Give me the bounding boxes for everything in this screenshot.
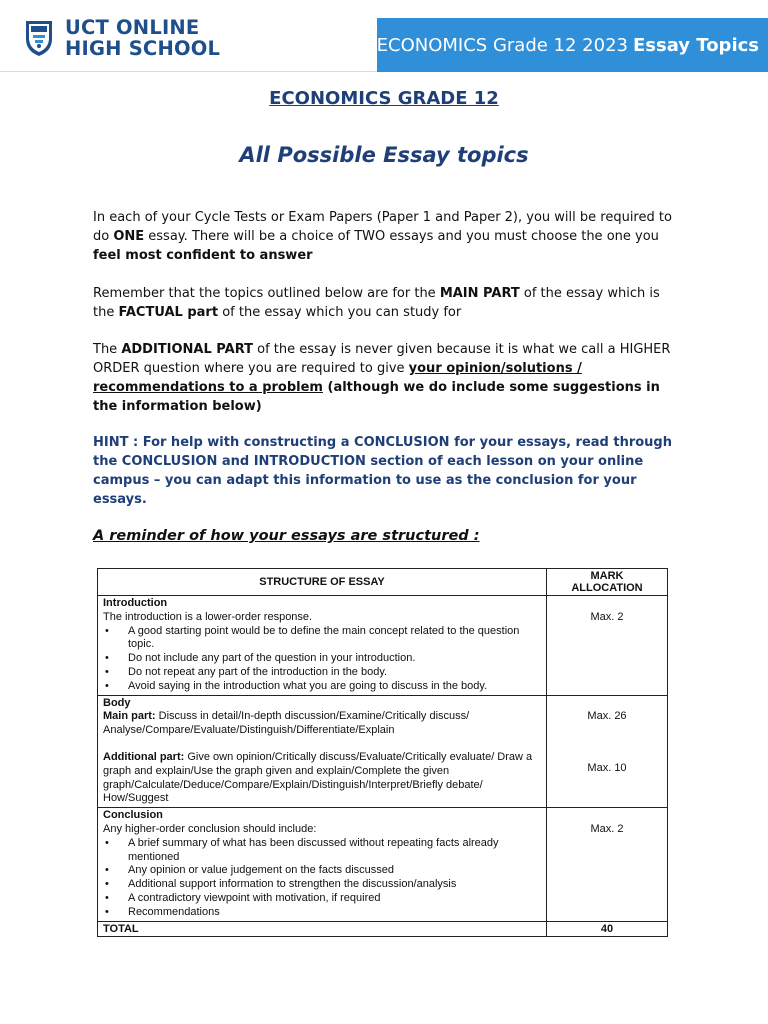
additional-part-paragraph: The ADDITIONAL PART of the essay is never given because it is what we call a HIGHER ORDER question where you are required to give your opinion/solutions / recommendations to a problem (although we do include some suggestions in the information below) xyxy=(93,342,671,414)
essay-structure-table xyxy=(97,568,668,937)
list-item: • Do not repeat any part of the introduction in the body. xyxy=(103,666,541,680)
mark-allocation-header: MARK ALLOCATION xyxy=(547,569,668,596)
total-label: TOTAL xyxy=(98,921,547,936)
hint-paragraph: HINT : For help with constructing a CONCLUSION for your essays, read through the CONCLUSION and INTRODUCTION section of each lesson on your online campus – you can adapt this information to use as the conclusion for your essays. xyxy=(93,435,672,507)
introduction-bullets xyxy=(103,625,541,694)
introduction-mark: Max. 2 xyxy=(547,596,668,696)
table-row xyxy=(98,695,668,808)
introduction-title: Introduction xyxy=(103,597,168,609)
conclusion-mark: Max. 2 xyxy=(547,808,668,921)
introduction-cell: Introduction The introduction is a lower-order response. • A good starting point would be to define the main concept related to the question topic. • Do not include any part of the question in your introduction. • Do not repeat any part of the introduction in the body. • Avoid saying in the introduction what you are going to discuss in the body. xyxy=(98,596,547,696)
reminder-heading: A reminder of how your essays are structured : xyxy=(93,528,480,544)
conclusion-title: Conclusion xyxy=(103,809,163,822)
body-additional-part: Additional part: Give own opinion/Critically discuss/Evaluate/Critically evaluate/ Draw a graph and explain/Use the graph given and explain/Complete the given graph/Calculate/Deduce/Compare/Explain/Distinguish/Interpret/Briefly debate/ How/Suggest xyxy=(103,750,533,805)
page-subheading: All Possible Essay topics xyxy=(239,143,529,167)
list-item: • A brief summary of what has been discussed without repeating facts already mentioned xyxy=(103,837,541,865)
table-header-row xyxy=(98,569,668,596)
list-item: • Recommendations xyxy=(103,906,541,920)
conclusion-cell: Conclusion Any higher-order conclusion should include: • A brief summary of what has been discussed without repeating facts already mentioned • Any opinion or value judgement on the facts discussed • Additional support information to strengthen the discussion/analysis • A contradictory viewpoint with motivation, if required • Recommendations xyxy=(98,808,547,921)
page-heading: ECONOMICS GRADE 12 xyxy=(269,88,499,109)
conclusion-bullets xyxy=(103,837,541,920)
list-item: • A contradictory viewpoint with motivation, if required xyxy=(103,892,541,906)
header-divider xyxy=(0,71,377,72)
logo-line-2: HIGH SCHOOL xyxy=(65,37,221,60)
total-row xyxy=(98,921,668,936)
title-regular: ECONOMICS Grade 12 2023 xyxy=(376,34,628,56)
list-item: • Additional support information to strengthen the discussion/analysis xyxy=(103,878,541,892)
intro-paragraph: In each of your Cycle Tests or Exam Papers (Paper 1 and Paper 2), you will be required to do ONE essay. There will be a choice of TWO essays and you must choose the one you feel most confident to answer xyxy=(93,210,672,263)
body-main-part: Main part: Discuss in detail/In-depth discussion/Examine/Critically discuss/ Analyse/Compare/Evaluate/Distinguish/Differentiate/Explain xyxy=(103,710,470,737)
main-part-paragraph: Remember that the topics outlined below are for the MAIN PART of the essay which is the FACTUAL part of the essay which you can study for xyxy=(93,286,660,320)
total-value: 40 xyxy=(547,921,668,936)
logo-wordmark xyxy=(65,17,220,59)
table-row xyxy=(98,596,668,696)
body-marks: Max. 26 Max. 10 xyxy=(547,695,668,808)
list-item: • A good starting point would be to define the main concept related to the question topic. xyxy=(103,625,541,653)
title-bold: Essay Topics xyxy=(632,34,759,56)
page-header xyxy=(0,0,768,72)
list-item: • Do not include any part of the question in your introduction. xyxy=(103,652,541,666)
crest-icon xyxy=(24,19,54,57)
list-item: • Any opinion or value judgement on the facts discussed xyxy=(103,864,541,878)
document-title-band xyxy=(377,18,768,72)
body-cell xyxy=(98,695,547,808)
list-item: • Avoid saying in the introduction what you are going to discuss in the body. xyxy=(103,680,541,694)
body-title: Body xyxy=(103,696,131,709)
structure-header: STRUCTURE OF ESSAY xyxy=(98,569,547,596)
logo-line-1: UCT ONLINE xyxy=(65,16,200,39)
table-row xyxy=(98,808,668,921)
school-logo xyxy=(24,17,220,59)
